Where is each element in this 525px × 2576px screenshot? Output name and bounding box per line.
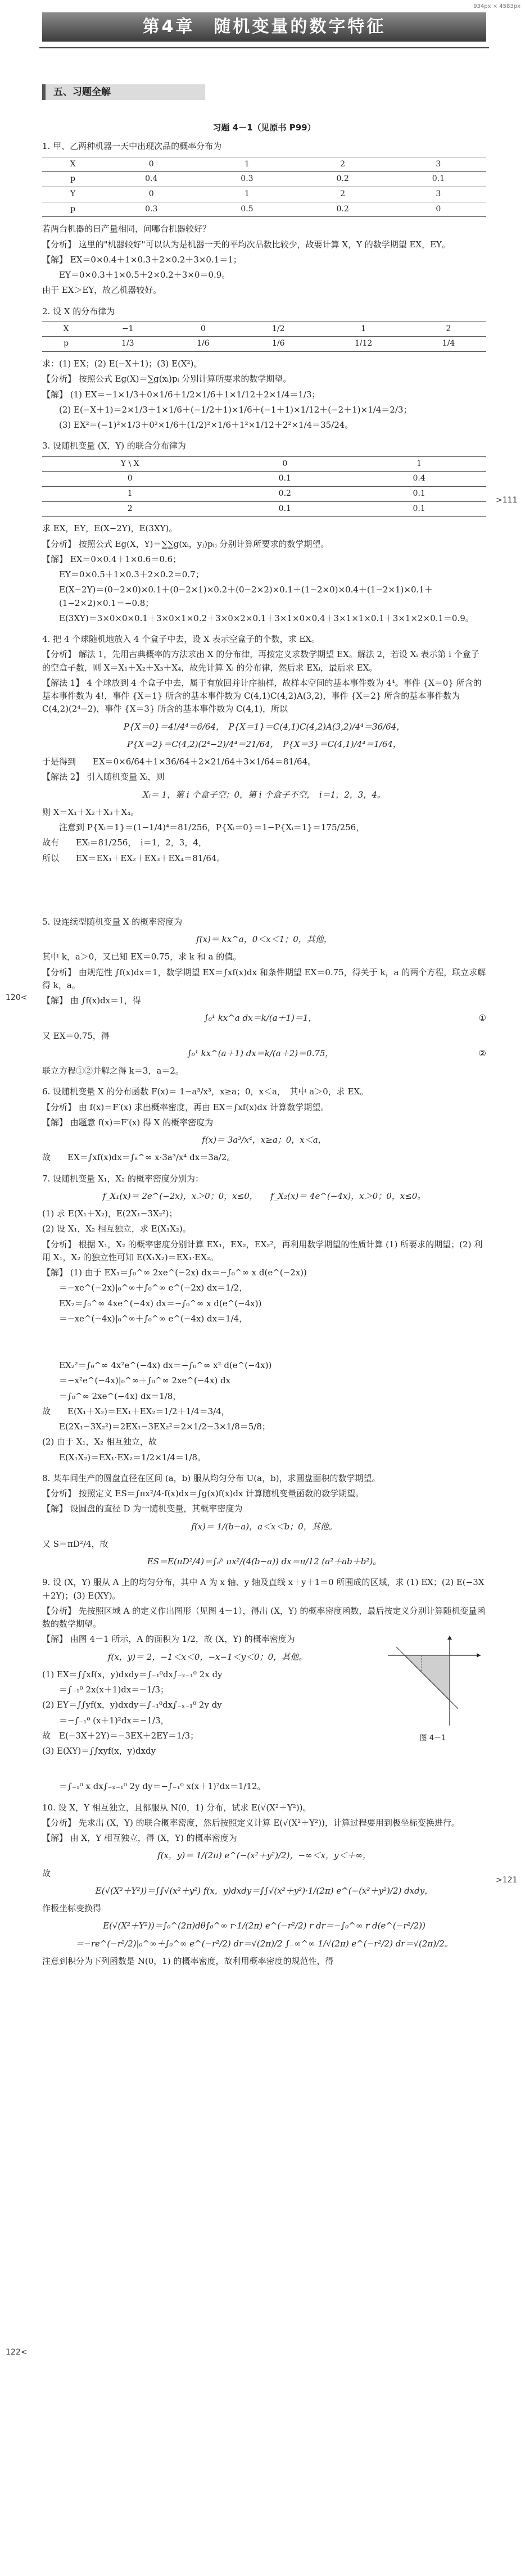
q3-analysis: 【分析】 按照公式 Eg(X，Y)＝∑∑g(xᵢ，yⱼ)pᵢⱼ 分别计算所要求的数学期望。 <box>42 538 329 549</box>
q1-solution-line: 【解】 EX＝0×0.4＋1×0.3＋2×0.2＋3×0.1＝1； <box>42 254 242 265</box>
q4-text: 4. 把 4 个球随机地放入 4 个盒子中去，设 X 表示空盒子的个数，求 EX。 <box>42 634 320 645</box>
q9-solution-line: (2) EY＝∫∫yf(x，y)dxdy＝∫₋₁⁰dx∫₋ₓ₋₁⁰ 2y dy <box>42 1700 222 1710</box>
margin-mark-122: 122< <box>6 2348 28 2357</box>
q5-mid: 又 EX＝0.75，得 <box>42 1030 110 1041</box>
question-5 <box>42 916 486 1078</box>
q9-analysis: 【分析】 先按照区域 A 的定义作出图形（见图 4－1），得出 (X，Y) 的概率密度函数，最后按定义分别计算随机变量函数的数学期望。 <box>42 1605 486 1629</box>
table-row: X −1 0 1/2 1 2 <box>42 322 486 337</box>
margin-mark-111: >111 <box>496 496 518 505</box>
q8-text: 8. 某车间生产的圆盘直径在区间 (a，b) 服从均匀分布 U(a，b)，求圆盘面积的数学期望。 <box>42 1473 381 1483</box>
q7-analysis: 【分析】 根据 X₁，X₂ 的概率密度分别计算 EX₁，EX₂，EX₂²，再利用数学期望的性质计算 (1) 所要求的期望；(2) 利用 X₁，X₂ 的独立性可知 E(X₁X₂)＝EX₁·EX₂。 <box>42 1239 483 1262</box>
q7-densities: f_X₁(x)＝ 2e^(−2x)，x＞0；0，x≤0， f_X₂(x)＝ 4e^(−4x)，x＞0；0，x≤0。 <box>102 1190 426 1201</box>
q1-table <box>42 157 486 218</box>
q2-analysis: 【分析】 按照公式 Eg(X)＝∑g(xᵢ)pᵢ 分别计算所要求的数学期望。 <box>42 374 292 384</box>
q5-text: 5. 设连续型随机变量 X 的概率密度为 <box>42 916 183 927</box>
q7-solution-line: EX₂²＝∫₀^∞ 4x²e^(−4x) dx＝−∫₀^∞ x² d(e^(−4x)) <box>59 1360 272 1371</box>
q8-solution-intro: 【解】 设圆盘的直径 D 为一随机变量，其概率密度为 <box>42 1504 243 1514</box>
q8-analysis: 【分析】 按照定义 ES＝∫πx²/4·f(x)dx＝∫g(x)f(x)dx 计算随机变量函数的数学期望。 <box>42 1488 364 1499</box>
q10-density: f(x，y)＝ 1/(2π) e^(−(x²＋y²)/2)，−∞＜x，y＜＋∞， <box>157 1850 371 1861</box>
q6-text: 6. 设随机变量 X 的分布函数 F(x)＝ 1−a³/x³，x≥a；0，x＜a， 其中 a＞0，求 EX。 <box>42 1086 369 1097</box>
question-8 <box>42 1472 486 1569</box>
q10-step: ＝−re^(−r²/2)|₀^∞＋∫₀^∞ e^(−r²/2) dr＝√(2π)/2 ∫₋∞^∞ 1/√(2π) e^(−r²/2) dr＝√(2π)/2。 <box>75 1938 453 1949</box>
q6-density: f(x)＝ 3a³/x⁴，x≥a；0，x＜a， <box>202 1135 327 1146</box>
q6-analysis: 【分析】 由 f(x)＝F′(x) 求出概率密度，再由 EX＝∫xf(x)dx 计算数学期望。 <box>42 1102 329 1112</box>
margin-mark-120: 120< <box>6 993 28 1002</box>
q3-text: 3. 设随机变量 (X，Y) 的联合分布律为 <box>42 441 186 451</box>
q7-solution-line: E(2X₁−3X₂²)＝2EX₁−3EX₂²＝2×1/2−3×1/8＝5/8； <box>59 1421 270 1432</box>
table-row: p 0.3 0.5 0.2 0 <box>42 202 486 217</box>
q4-exi: 故有 EXᵢ＝81/256， i＝1，2，3，4， <box>42 837 207 848</box>
q7-ask: (1) 求 E(X₁＋X₂)，E(2X₁−3X₂²)； <box>42 1208 178 1219</box>
q7-solution-line: ＝∫₀^∞ 2xe^(−4x) dx＝1/8， <box>59 1391 182 1401</box>
q10-note: 注意到积分为下列函数是 N(0，1) 的概率密度，故利用概率密度的规范性，得 <box>42 1955 334 1966</box>
q3-solution-line: 【解】 EX＝0×0.4＋1×0.6＝0.6； <box>42 554 182 564</box>
table-row: 1 0.2 0.1 <box>42 487 486 502</box>
q1-text: 1. 甲、乙两种机器一天中出现次品的概率分布为 <box>42 141 222 152</box>
q4-sum: 则 X＝X₁＋X₂＋X₃＋X₄。 <box>42 807 139 817</box>
q1-solution-line: EY＝0×0.3＋1×0.5＋2×0.2＋3×0＝0.9。 <box>59 270 230 280</box>
y-axis-arrow-icon <box>447 1636 452 1640</box>
figure-4-1 <box>379 1633 486 1744</box>
q7-solution-line: E(X₁X₂)＝EX₁·EX₂＝1/2×1/4＝1/8。 <box>59 1452 206 1463</box>
figure-caption: 图 4－1 <box>419 1733 446 1742</box>
exercise-title: 习题 4－1（见原书 P99） <box>212 123 316 133</box>
q3-solution-line: E(3XY)＝3×0×0×0.1＋3×0×1×0.2＋3×0×2×0.1＋3×1×0×0.4＋3×1×1×0.1＋3×1×2×0.1＝0.9。 <box>59 613 474 623</box>
q7-solution-line: 故 E(X₁＋X₂)＝EX₁＋EX₂＝1/2＋1/4＝3/4， <box>42 1406 230 1416</box>
q5-equation-1: ∫₀¹ kx^a dx＝k/(a＋1)＝1， ① <box>42 1012 486 1025</box>
margin-mark-121: >121 <box>496 1876 518 1885</box>
q5-result: 联立方程①②并解之得 k＝3，a＝2。 <box>42 1066 184 1076</box>
q7-solution-line: ＝−xe^(−4x)|₀^∞＋∫₀^∞ e^(−4x) dx＝1/4， <box>59 1313 248 1324</box>
q9-solution-line: ＝−∫₋₁⁰ (x＋1)²dx＝−1/3， <box>59 1715 169 1726</box>
region-diagram <box>382 1633 483 1728</box>
equation-number: ① <box>478 1013 486 1024</box>
q1-analysis: 【分析】 这里的"机器较好"可以认为是机器一天的平均次品数比较少，故要计算 X，Y 的数学期望 EX，EY。 <box>42 239 450 250</box>
q9-solution-line: ＝∫₋₁⁰ 2x(x＋1)dx＝−1/3； <box>59 1685 169 1695</box>
question-7 <box>42 1172 486 1464</box>
q9-solution-line: 故 E(−3X＋2Y)＝−3EX＋2EY＝1/3； <box>42 1730 199 1741</box>
question-9 <box>42 1576 486 1793</box>
q7-text: 7. 设随机变量 X₁，X₂ 的概率密度分别为： <box>42 1173 204 1184</box>
banner-divider <box>39 47 489 48</box>
q3-ask: 求 EX，EY，E(X−2Y)，E(3XY)。 <box>42 523 178 534</box>
q4-indicator-def: Xᵢ＝ 1，第 i 个盒子空；0，第 i 个盒子不空， i＝1，2，3，4。 <box>143 789 386 800</box>
q7-solution-line: EX₂＝∫₀^∞ 4xe^(−4x) dx＝−∫₀^∞ x d(e^(−4x)) <box>59 1298 262 1309</box>
q1-solution-line: 由于 EX＞EY，故乙机器较好。 <box>42 285 162 296</box>
q2-solution-line: 【解】 (1) EX＝−1×1/3＋0×1/6＋1/2×1/6＋1×1/12＋2×1/4＝1/3； <box>42 389 320 400</box>
table-row: p 0.4 0.3 0.2 0.1 <box>42 172 486 187</box>
q7-solution-line: (2) 由于 X₁，X₂ 相互独立，故 <box>42 1437 157 1447</box>
table-row: 2 0.1 0.1 <box>42 501 486 517</box>
q7-solution-line: ＝−x²e^(−4x)|₀^∞＋∫₀^∞ 2xe^(−4x) dx <box>59 1375 231 1386</box>
q5-equation-2: ∫₀¹ kx^(a＋1) dx＝k/(a＋2)＝0.75， ② <box>42 1047 486 1060</box>
q10-step: E(√(X²＋Y²))＝∫₀^(2π)dθ∫₀^∞ r·1/(2π) e^(−r²/2) r dr＝−∫₀^∞ r d(e^(−r²/2)) <box>103 1921 426 1931</box>
chapter-banner: 第4章 随机变量的数字特征 <box>42 12 486 42</box>
q9-solution-line: (1) EX＝∫∫xf(x，y)dxdy＝∫₋₁⁰dx∫₋ₓ₋₁⁰ 2x dy <box>42 1669 223 1679</box>
table-row: 0 0.1 0.4 <box>42 472 486 487</box>
question-10 <box>42 1801 486 1968</box>
table-row: Y 0 1 2 3 <box>42 187 486 202</box>
table-row: p 1/3 1/6 1/6 1/12 1/4 <box>42 337 486 352</box>
question-3 <box>42 440 486 625</box>
q8-result: ES＝E(πD²/4)＝∫ₐᵇ πx²/(4(b−a)) dx＝π/12 (a²＋ab＋b²)。 <box>147 1556 382 1567</box>
q4-prob-line: P{X＝0}＝4!/4⁴＝6/64， P{X＝1}＝C(4,1)C(4,2)A(3,2)/4⁴＝36/64， <box>123 721 405 732</box>
q8-area: 又 S＝πD²/4，故 <box>42 1538 108 1549</box>
q4-prob-line: P{X＝2}＝C(4,2)(2⁴−2)/4⁴＝21/64， P{X＝3}＝C(4,1)/4⁴＝1/64， <box>127 739 401 749</box>
table-row: Y \ X 0 1 <box>42 456 486 472</box>
page-size-label: 934px × 4583px <box>473 3 521 10</box>
q2-table <box>42 322 486 352</box>
q5-condition: 其中 k，a＞0，又已知 EX＝0.75，求 k 和 a 的值。 <box>42 952 242 962</box>
q5-density: f(x)＝ kx^a，0＜x＜1；0，其他， <box>196 934 332 945</box>
q10-step: E(√(X²＋Y²))＝∫∫√(x²＋y²) f(x，y)dxdy＝∫∫√(x²＋y²)·1/(2π) e^(−(x²＋y²)/2) dxdy， <box>95 1885 433 1896</box>
q10-polar: 作极坐标变换得 <box>42 1903 102 1914</box>
q9-density: f(x，y)＝ 2，−1＜x＜0，−x−1＜y＜0；0，其他。 <box>107 1651 307 1662</box>
question-1 <box>42 140 486 297</box>
section-title: 五、习题全解 <box>42 84 205 100</box>
q9-text: 9. 设 (X，Y) 服从 A 上的均匀分布，其中 A 为 x 轴、y 轴及直线 x＋y＋1＝0 所围成的区域，求 (1) EX；(2) E(−3X＋2Y)；(3) E(XY)。 <box>42 1577 485 1601</box>
q6-result: 故 EX＝∫xf(x)dx＝∫ₐ^∞ x·3a³/x⁴ dx＝3a/2。 <box>42 1152 236 1163</box>
q9-solution-intro: 【解】 由图 4－1 所示，A 的面积为 1/2，故 (X，Y) 的概率密度为 <box>42 1634 295 1645</box>
q3-solution-line: EY＝0×0.5＋1×0.3＋2×0.2＝0.7； <box>59 569 204 580</box>
q1-ask: 若两台机器的日产量相同，问哪台机器较好？ <box>42 224 211 234</box>
q7-solution-line: 【解】 (1) 由于 EX₁＝∫₀^∞ 2xe^(−2x) dx＝−∫₀^∞ x d(e^(−2x)) <box>42 1267 307 1278</box>
q2-text: 2. 设 X 的分布律为 <box>42 306 115 316</box>
equation-number: ② <box>478 1048 486 1058</box>
question-6 <box>42 1085 486 1164</box>
q6-solution-intro: 【解】 由题意 f(x)＝F′(x) 得 X 的概率密度为 <box>42 1117 214 1128</box>
q10-text: 10. 设 X，Y 相互独立，且都服从 N(0，1) 分布，试求 E(√(X²＋Y²))。 <box>42 1802 311 1813</box>
q3-table <box>42 456 486 517</box>
q9-solution-line: ＝∫₋₁⁰ x dx∫₋ₓ₋₁⁰ 2y dy＝−∫₋₁⁰ x(x＋1)²dx＝1/12。 <box>59 1781 266 1792</box>
q4-note: 注意到 P{Xᵢ＝1}＝(1−1/4)⁴＝81/256，P{Xᵢ＝0}＝1−P{Xᵢ＝1}＝175/256， <box>59 822 365 833</box>
x-axis-arrow-icon <box>477 1653 481 1658</box>
q5-solution-intro: 【解】 由 ∫f(x)dx＝1，得 <box>42 995 141 1006</box>
q10-solution-intro: 【解】 由 X，Y 相互独立，得 (X，Y) 的概率密度为 <box>42 1833 237 1844</box>
q8-density: f(x)＝ 1/(b−a)，a＜x＜b；0，其他。 <box>191 1521 337 1532</box>
q7-solution-line: ＝−xe^(−2x)|₀^∞＋∫₀^∞ e^(−2x) dx＝1/2， <box>59 1283 248 1293</box>
q10-so: 故 <box>42 1868 51 1878</box>
q9-solution-line: (3) E(XY)＝∫∫xyf(x，y)dxdy <box>42 1746 156 1756</box>
q4-solution-2-intro: 【解法 2】 引入随机变量 Xᵢ，则 <box>42 772 165 782</box>
question-4 <box>42 633 486 865</box>
question-2 <box>42 305 486 432</box>
q5-analysis: 【分析】 由规范性 ∫f(x)dx＝1，数学期望 EX＝∫xf(x)dx 和条件期望 EX＝0.75，得关于 k，a 的两个方程，联立求解得 k，a。 <box>42 967 486 990</box>
q4-result-2: 所以 EX＝EX₁＋EX₂＋EX₃＋EX₄＝81/64。 <box>42 853 225 863</box>
q10-analysis: 【分析】 先求出 (X，Y) 的联合概率密度，然后按照定义计算 E(√(X²＋Y²))，计算过程要用到极坐标变换进行。 <box>42 1817 460 1828</box>
q3-solution-line: E(X−2Y)＝(0−2×0)×0.1＋(0−2×1)×0.2＋(0−2×2)×0.1＋(1−2×0)×0.4＋(1−2×1)×0.1＋(1−2×2)×0.1＝−0.8； <box>59 585 433 608</box>
content-body <box>42 118 486 1970</box>
table-row: X 0 1 2 3 <box>42 157 486 172</box>
q2-solution-line: (2) E(−X＋1)＝2×1/3＋1×1/6＋(−1/2＋1)×1/6＋(−1＋1)×1/12＋(−2＋1)×1/4＝2/3； <box>59 404 412 415</box>
q7-ask: (2) 设 X₁，X₂ 相互独立，求 E(X₁X₂)。 <box>42 1224 191 1234</box>
q2-solution-line: (3) EX²＝(−1)²×1/3＋0²×1/6＋(1/2)²×1/6＋1²×1/12＋2²×1/4＝35/24。 <box>59 420 354 431</box>
q4-result-1: 于是得到 EX＝0×6/64＋1×36/64＋2×21/64＋3×1/64＝81/64。 <box>42 757 316 767</box>
q4-analysis: 【分析】 解法 1，先用古典概率的方法求出 X 的分布律，再按定义求数学期望 EX。解法 2，若设 Xᵢ 表示第 i 个盒子的空盒子数，则 X＝X₁＋X₂＋X₃＋X₄，故先计算 Xᵢ 的分布律，然后求 EXᵢ，最后求 EX。 <box>42 649 479 673</box>
q4-solution-1-intro: 【解法 1】 4 个球放到 4 个盒子中去，属于有放回并计序抽样，故样本空间的基本事件数为 4⁴。事件 {X＝0} 所含的基本事件数为 4!，事件 {X＝1} 所含的基本事件数为 C(4,1)C(4,2)A(3,2)，事件 {X＝2} 所含的基本事件数为 C(4,2)(2⁴−2)，事件 {X＝3} 所含的基本事件数为 C(4,1)，所以 <box>42 677 482 714</box>
q2-ask: 求：(1) EX；(2) E(−X＋1)；(3) E(X²)。 <box>42 359 202 369</box>
